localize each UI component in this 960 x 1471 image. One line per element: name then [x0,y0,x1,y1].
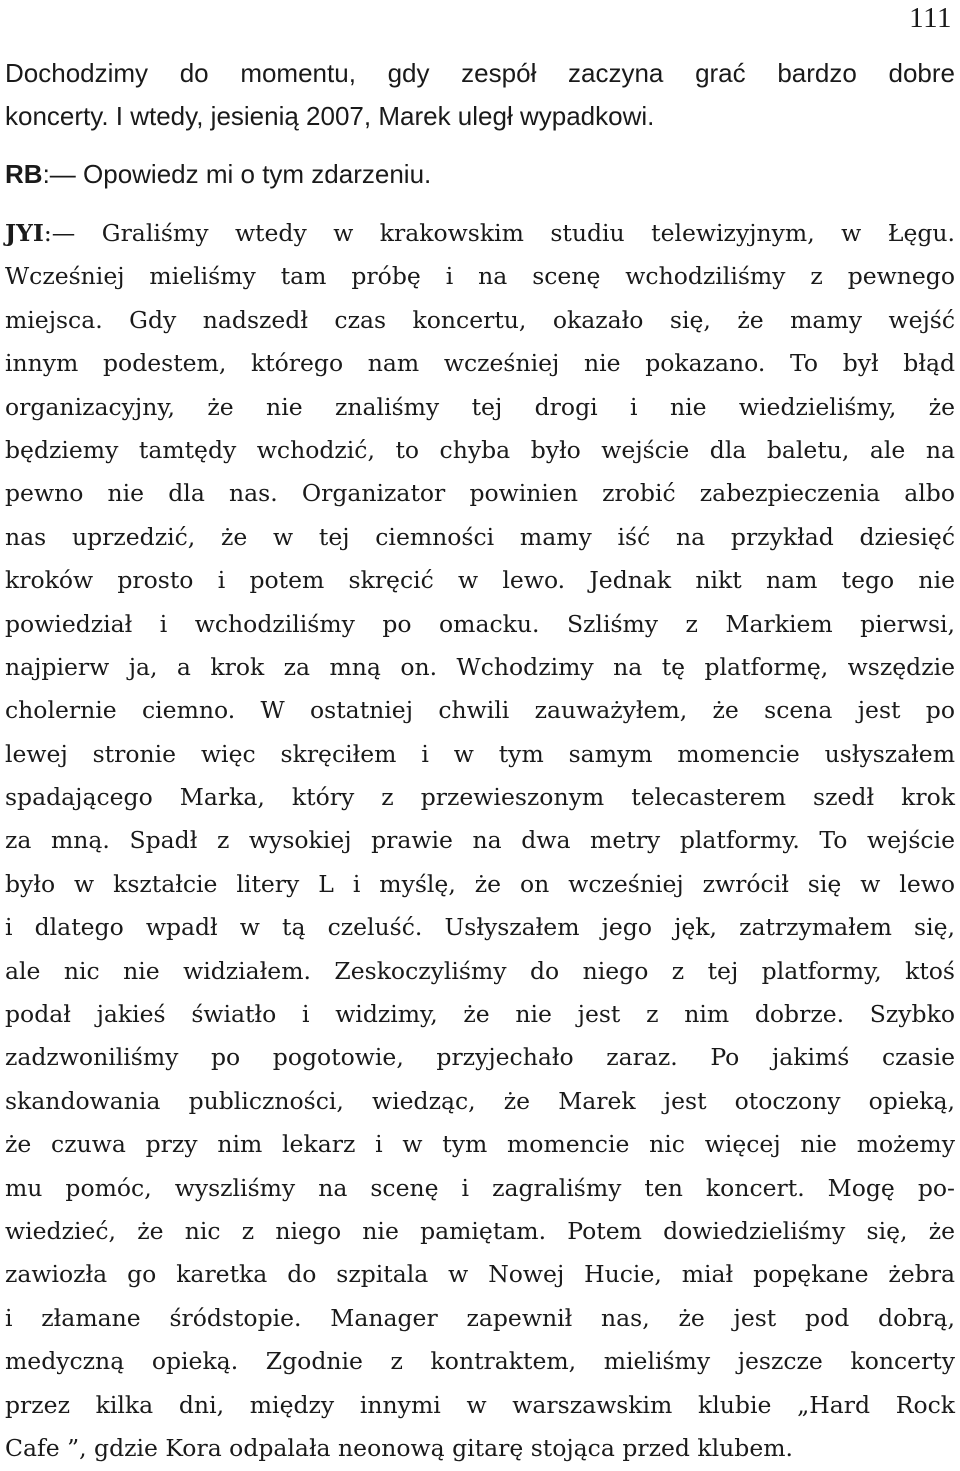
intro-line: Dochodzimy do momentu, gdy zespół zaczyna grać bardzo dobre [5,58,955,88]
jyi-line: powiedział i wchodziliśmy po omacku. Szliśmy z Markiem pierwsi, [5,609,955,638]
dialogue-dash: :— [42,159,84,189]
jyi-line: za mną. Spadł z wysokiej prawie na dwa metry platformy. To wejście [5,826,955,855]
jyi-line: ale nic nie widziałem. Zeskoczyliśmy do niego z tej platformy, ktoś [5,956,955,985]
jyi-line: mu pomóc, wyszliśmy na scenę i zagraliśmy ten koncert. Mogę po- [5,1173,955,1202]
jyi-line: podał jakieś światło i widzimy, że nie jest z nim dobrze. Szybko [5,1000,955,1029]
jyi-line: medyczną opieką. Zgodnie z kontraktem, mieliśmy jeszcze koncerty [5,1347,955,1376]
jyi-line: cholernie ciemno. W ostatniej chwili zauważyłem, że scena jest po [5,696,955,725]
jyi-line: kroków prosto i potem skręcić w lewo. Jednak nikt nam tego nie [5,566,955,595]
jyi-line: że czuwa przy nim lekarz i w tym momencie nic więcej nie możemy [5,1130,955,1159]
dialogue-dash: :— [43,219,102,247]
jyi-line: zadzwoniliśmy po pogotowie, przyjechało zaraz. Po jakimś czasie [5,1043,955,1072]
intro-paragraph [5,52,955,139]
jyi-line: miejsca. Gdy nadszedł czas koncertu, okazało się, że mamy wejść [5,305,955,334]
jyi-line: pewno nie dla nas. Organizator powinien zrobić zabezpieczenia albo [5,479,955,508]
speaker-rb: RB [5,159,43,189]
jyi-line: spadającego Marka, który z przewieszonym telecasterem szedł krok [5,783,955,812]
page-number: 111 [909,2,952,34]
jyi-line: wiedzieć, że nic z niego nie pamiętam. Potem dowiedzieliśmy się, że [5,1216,955,1245]
jyi-line: nas uprzedzić, że w tej ciemności mamy iść na przykład dziesięć [5,522,955,551]
jyi-line: zawiozła go karetka do szpitala w Nowej Hucie, miał popękane żebra [5,1260,955,1289]
jyi-line: najpierw ja, a krok za mną on. Wchodzimy na tę platformę, wszędzie [5,652,955,681]
jyi-line: i dlatego wpadł w tą czeluść. Usłyszałem jego jęk, zatrzymałem się, [5,913,955,942]
jyi-line [5,212,955,255]
jyi-line: innym podestem, którego nam wcześniej nie pokazano. To był błąd [5,349,955,378]
jyi-line: skandowania publiczności, wiedząc, że Marek jest otoczony opieką, [5,1086,955,1115]
jyi-answer [5,212,955,1470]
jyi-line: lewej stronie więc skręciłem i w tym samym momencie usłyszałem [5,739,955,768]
jyi-line: Cafe ”, gdzie Kora odpalała neonową gitarę stojąca przed klubem. [5,1433,793,1462]
speaker-jyi: JYI [5,219,44,247]
rb-question [5,153,955,196]
jyi-line: i złamane śródstopie. Manager zapewnił nas, że jest pod dobrą, [5,1303,955,1332]
rb-text: Opowiedz mi o tym zdarzeniu. [83,159,432,189]
rb-line [5,153,955,196]
jyi-line: Wcześniej mieliśmy tam próbę i na scenę wchodziliśmy z pewnego [5,262,955,291]
jyi-line: będziemy tamtędy wchodzić, to chyba było wejście dla baletu, ale na [5,435,955,464]
jyi-line: przez kilka dni, między innymi w warszawskim klubie „Hard Rock [5,1390,955,1419]
intro-line: koncerty. I wtedy, jesienią 2007, Marek uległ wypadkowi. [5,101,655,132]
jyi-first-line: Graliśmy wtedy w krakowskim studiu telewizyjnym, w Łęgu. [101,219,956,247]
jyi-line: było w kształcie litery L i myślę, że on wcześniej zwrócił się w lewo [5,869,955,898]
jyi-line: organizacyjny, że nie znaliśmy tej drogi i nie wiedzieliśmy, że [5,392,955,421]
